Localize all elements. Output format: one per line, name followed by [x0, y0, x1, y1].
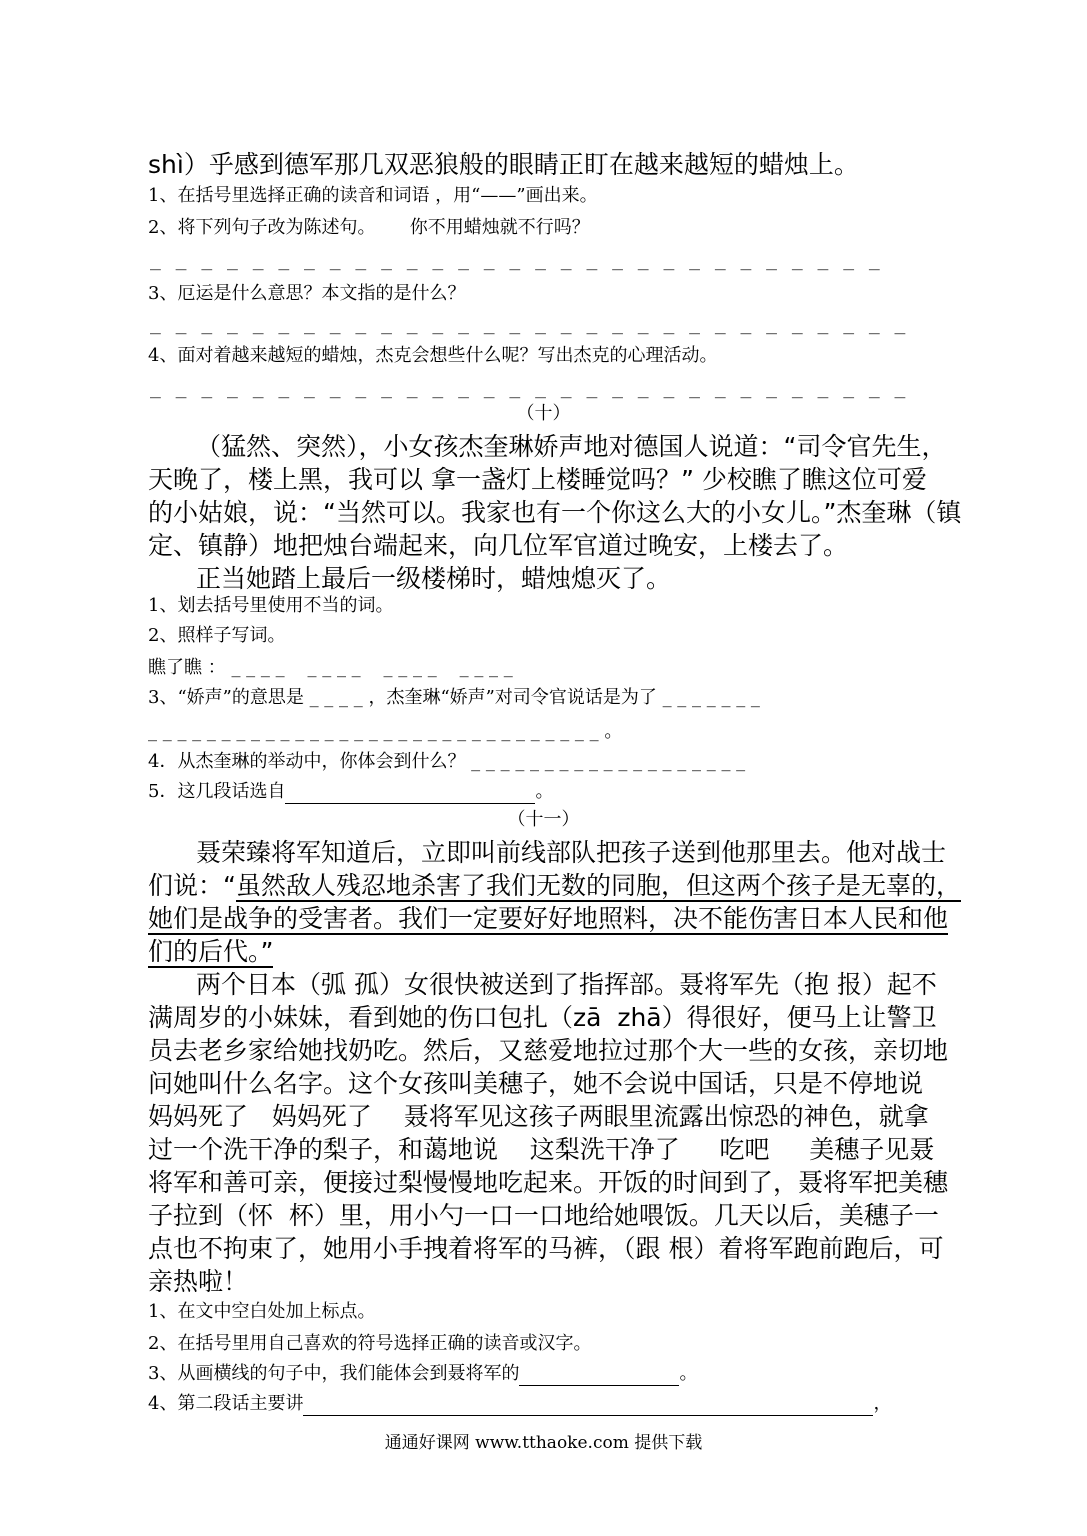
- question-3: 3、“娇声”的意思是 _ _ _ _ ，杰奎琳“娇声”对司令官说话是为了 _ _ _ _ _ _ _: [148, 687, 760, 708]
- question-4-text: 4、第二段话主要讲: [148, 1393, 304, 1414]
- footer-credit: 通通好课网 www.tthaoke.com 提供下载: [384, 1433, 703, 1453]
- passage-line: 正当她踏上最后一级楼梯时，蜡烛熄灭了。: [196, 564, 672, 593]
- answer-blank[interactable]: _ _ _ _ _ _ _ _ _ _ _ _ _ _ _ _ _ _ _ _ _ _ _ _ _ _ _ _ _ _ _ 。: [148, 721, 623, 742]
- passage-text: 们说：“: [148, 871, 236, 900]
- question-5: [148, 780, 948, 804]
- passage-line: 满周岁的小妹妹，看到她的伤口包扎（zā zhā）得很好，便马上让警卫: [148, 1003, 937, 1032]
- underlined-sentence: 虽然敌人残忍地杀害了我们无数的同胞，但这两个孩子是无辜的，: [235, 871, 961, 900]
- question-3: [148, 1362, 948, 1386]
- question-2: 2、在括号里用自己喜欢的符号选择正确的读音或汉字。: [148, 1333, 592, 1354]
- answer-blank[interactable]: [303, 1395, 873, 1416]
- question-4: 4、面对着越来越短的蜡烛，杰克会想些什么呢？写出杰克的心理活动。: [148, 345, 718, 366]
- underlined-sentence: 她们是战争的受害者。我们一定要好好地照料，决不能伤害日本人民和他: [148, 904, 949, 933]
- passage-line: 妈妈死了 妈妈死了 聂将军见这孩子两眼里流露出惊恐的神色，就拿: [148, 1102, 929, 1131]
- passage-line: （猛然、突然），小女孩杰奎琳娇声地对德国人说道：“司令官先生，: [196, 432, 947, 461]
- passage-line: 亲热啦！: [148, 1267, 249, 1296]
- question-1: 1、在文中空白处加上标点。: [148, 1301, 376, 1322]
- answer-blank[interactable]: [519, 1365, 679, 1386]
- answer-blank[interactable]: _ _ _ _ _ _ _ _ _ _ _ _ _ _ _ _ _ _ _ _ _ _ _ _ _ _ _ _ _ _: [150, 378, 908, 399]
- passage-line: 定、镇静）地把烛台端起来，向几位军官道过晚安，上楼去了。: [148, 531, 849, 560]
- word-example: 瞧了瞧 ： _ _ _ _ _ _ _ _ _ _ _ _ _ _ _ _: [148, 657, 513, 678]
- answer-blank[interactable]: [285, 783, 535, 804]
- passage-line: shì）乎感到德军那几双恶狼般的眼睛正盯在越来越短的蜡烛上。: [148, 150, 859, 179]
- passage-line: 的小姑娘，说：“当然可以。我家也有一个你这么大的小女儿。”杰奎琳（镇: [148, 498, 962, 527]
- passage-line: 过一个洗干净的梨子，和蔼地说 这梨洗干净了 吃吧 美穗子见聂: [148, 1135, 935, 1164]
- question-5-text: 5．这几段话选自: [148, 781, 286, 802]
- answer-blank[interactable]: _ _ _ _ _ _ _ _ _ _ _ _ _ _ _ _ _ _ _ _ _ _ _ _ _ _ _ _ _ _: [150, 314, 908, 335]
- question-4: [148, 1392, 948, 1416]
- passage-line: [148, 869, 961, 902]
- question-2: 2、照样子写词。: [148, 625, 286, 646]
- question-1: 1、划去括号里使用不当的词。: [148, 595, 394, 616]
- question-3-end: 。: [679, 1363, 698, 1384]
- question-4: 4．从杰奎琳的举动中，你体会到什么？ _ _ _ _ _ _ _ _ _ _ _ _ _ _ _ _ _ _ _: [148, 751, 746, 772]
- passage-line: [148, 935, 948, 968]
- passage-line: 子拉到（怀 杯）里，用小勺一口一口地给她喂饭。几天以后，美穗子一: [148, 1201, 939, 1230]
- question-2: 2、将下列句子改为陈述句。 你不用蜡烛就不行吗？: [148, 217, 590, 238]
- question-3: 3、厄运是什么意思？本文指的是什么？: [148, 283, 466, 304]
- section-heading-11: （十一）: [507, 809, 580, 830]
- answer-blank[interactable]: _ _ _ _ _ _ _ _ _ _ _ _ _ _ _ _ _ _ _ _ _ _ _ _ _ _ _ _ _: [150, 250, 882, 271]
- passage-line: 点也不拘束了，她用小手拽着将军的马裤，（跟 根）着将军跑前跑后，可: [148, 1234, 944, 1263]
- question-5-end: 。: [535, 781, 554, 802]
- question-4-end: ，: [873, 1393, 892, 1414]
- passage-line: [148, 902, 948, 935]
- question-3-text: 3、从画横线的句子中，我们能体会到聂将军的: [148, 1363, 520, 1384]
- underlined-sentence: 们的后代。”: [148, 937, 274, 966]
- passage-line: 聂荣臻将军知道后，立即叫前线部队把孩子送到他那里去。他对战士: [196, 838, 947, 867]
- section-heading-10: （十）: [516, 403, 571, 424]
- passage-line: 员去老乡家给她找奶吃。然后，又慈爱地拉过那个大一些的女孩，亲切地: [148, 1036, 949, 1065]
- passage-line: 将军和善可亲，便接过梨慢慢地吃起来。开饭的时间到了，聂将军把美穗: [148, 1168, 949, 1197]
- passage-line: 天晚了，楼上黑，我可以 拿一盏灯上楼睡觉吗？” 少校瞧了瞧这位可爱: [148, 465, 927, 494]
- passage-line: 两个日本（弧 孤）女很快被送到了指挥部。聂将军先（抱 报）起不: [196, 970, 937, 999]
- passage-line: 问她叫什么名字。这个女孩叫美穗子，她不会说中国话，只是不停地说: [148, 1069, 924, 1098]
- question-1: 1、在括号里选择正确的读音和词语 ，用“——”画出来。: [148, 185, 598, 206]
